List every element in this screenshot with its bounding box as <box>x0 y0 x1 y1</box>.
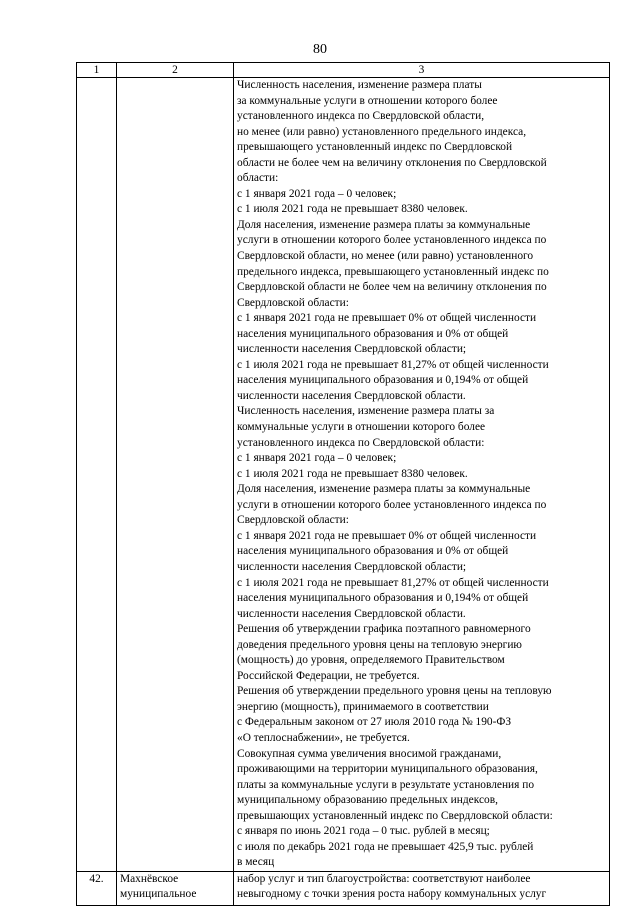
text-line: набор услуг и тип благоустройства: соответствуют наиболее <box>237 872 531 885</box>
text-line: установленного индекса по Свердловской области: <box>237 436 485 449</box>
text-line: энергию (мощность), принимаемого в соответствии <box>237 700 489 713</box>
table-header-row <box>77 63 610 78</box>
text-line: Доля населения, изменение размера платы за коммунальные <box>237 218 531 231</box>
text-line: Российской Федерации, не требуется. <box>237 669 420 682</box>
text-line: Совокупная сумма увеличения вносимой гражданами, <box>237 747 502 760</box>
text-line: с июля по декабрь 2021 года не превышает 425,9 тыс. рублей <box>237 840 534 853</box>
text-line: Решения об утверждении графика поэтапного равномерного <box>237 623 531 636</box>
text-line: превышающего установленный индекс по Свердловской <box>237 141 513 154</box>
text-line: Свердловской области: <box>237 296 349 309</box>
indicators-text <box>237 872 606 903</box>
table-row-42 <box>77 871 610 905</box>
text-line: «О теплоснабжении», не требуется. <box>237 731 410 744</box>
text-line: населения муниципального образования и 0% от общей <box>237 327 509 340</box>
text-line: с 1 января 2021 года – 0 человек; <box>237 187 397 200</box>
text-line: численности населения Свердловской области; <box>237 343 467 356</box>
text-line: Свердловской области не более чем на величину отклонения по <box>237 281 547 294</box>
column-header-1: 1 <box>77 63 117 78</box>
text-line: невыгодному с точки зрения роста набору коммунальных услуг <box>237 888 547 901</box>
text-line: с 1 июля 2021 года не превышает 8380 человек. <box>237 467 468 480</box>
indicators-text-cell <box>234 871 610 905</box>
text-line: Свердловской области, но менее (или равно) установленного <box>237 250 534 263</box>
municipality-name-cell <box>117 78 234 872</box>
text-line: муниципальное <box>120 888 197 901</box>
text-line: платы за коммунальные услуги в результате установления по <box>237 778 535 791</box>
text-line: области не более чем на величину отклонения по Свердловской <box>237 156 547 169</box>
text-line: численности населения Свердловской области. <box>237 389 466 402</box>
table-row-continued <box>77 78 610 872</box>
text-line: с 1 июля 2021 года не превышает 81,27% от общей численности <box>237 576 549 589</box>
text-line: населения муниципального образования и 0,194% от общей <box>237 592 529 605</box>
text-line: области: <box>237 172 279 185</box>
text-line: с 1 января 2021 года – 0 человек; <box>237 452 397 465</box>
municipal-index-table <box>76 62 610 906</box>
text-line: с Федеральным законом от 27 июля 2010 года № 190-ФЗ <box>237 716 512 729</box>
text-line: Численность населения, изменение размера платы <box>237 79 482 91</box>
text-line: численности населения Свердловской области. <box>237 607 466 620</box>
text-line: в месяц <box>237 856 275 869</box>
page-number: 80 <box>313 42 327 57</box>
text-line: но менее (или равно) установленного предельного индекса, <box>237 125 527 138</box>
row-number-cell <box>77 78 117 872</box>
text-line: Численность населения, изменение размера платы за <box>237 405 495 418</box>
text-line: Свердловской области: <box>237 514 349 527</box>
text-line: доведения предельного уровня цены на тепловую энергию <box>237 638 522 651</box>
column-header-3: 3 <box>234 63 610 78</box>
text-line: Махнёвское <box>120 872 179 885</box>
text-line: превышающих установленный индекс по Свердловской области: <box>237 809 553 822</box>
text-line: населения муниципального образования и 0% от общей <box>237 545 509 558</box>
municipality-name <box>120 872 230 903</box>
text-line: (мощность) до уровня, определяемого Правительством <box>237 654 505 667</box>
text-line: численности населения Свердловской области; <box>237 560 467 573</box>
column-header-2: 2 <box>117 63 234 78</box>
row-number-cell: 42. <box>77 871 117 905</box>
text-line: с января по июнь 2021 года – 0 тыс. рублей в месяц; <box>237 825 490 838</box>
text-line: с 1 января 2021 года не превышает 0% от общей численности <box>237 312 537 325</box>
indicators-text-cell <box>234 78 610 872</box>
text-line: проживающими на территории муниципального образования, <box>237 763 538 776</box>
text-line: услуги в отношении которого более установленного индекса по <box>237 234 547 247</box>
text-line: за коммунальные услуги в отношении которого более <box>237 94 498 107</box>
text-line: населения муниципального образования и 0,194% от общей <box>237 374 529 387</box>
indicators-text <box>237 78 606 871</box>
text-line: Доля населения, изменение размера платы за коммунальные <box>237 483 531 496</box>
municipality-name-cell <box>117 871 234 905</box>
text-line: муниципальному образованию предельных индексов, <box>237 794 498 807</box>
text-line: с 1 июля 2021 года не превышает 81,27% от общей численности <box>237 358 549 371</box>
text-line: Решения об утверждении предельного уровня цены на тепловую <box>237 685 552 698</box>
text-line: коммунальные услуги в отношении которого более <box>237 421 486 434</box>
text-line: предельного индекса, превышающего установленный индекс по <box>237 265 549 278</box>
text-line: услуги в отношении которого более установленного индекса по <box>237 498 547 511</box>
text-line: установленного индекса по Свердловской области, <box>237 110 485 123</box>
text-line: с 1 января 2021 года не превышает 0% от общей численности <box>237 529 537 542</box>
text-line: с 1 июля 2021 года не превышает 8380 человек. <box>237 203 468 216</box>
